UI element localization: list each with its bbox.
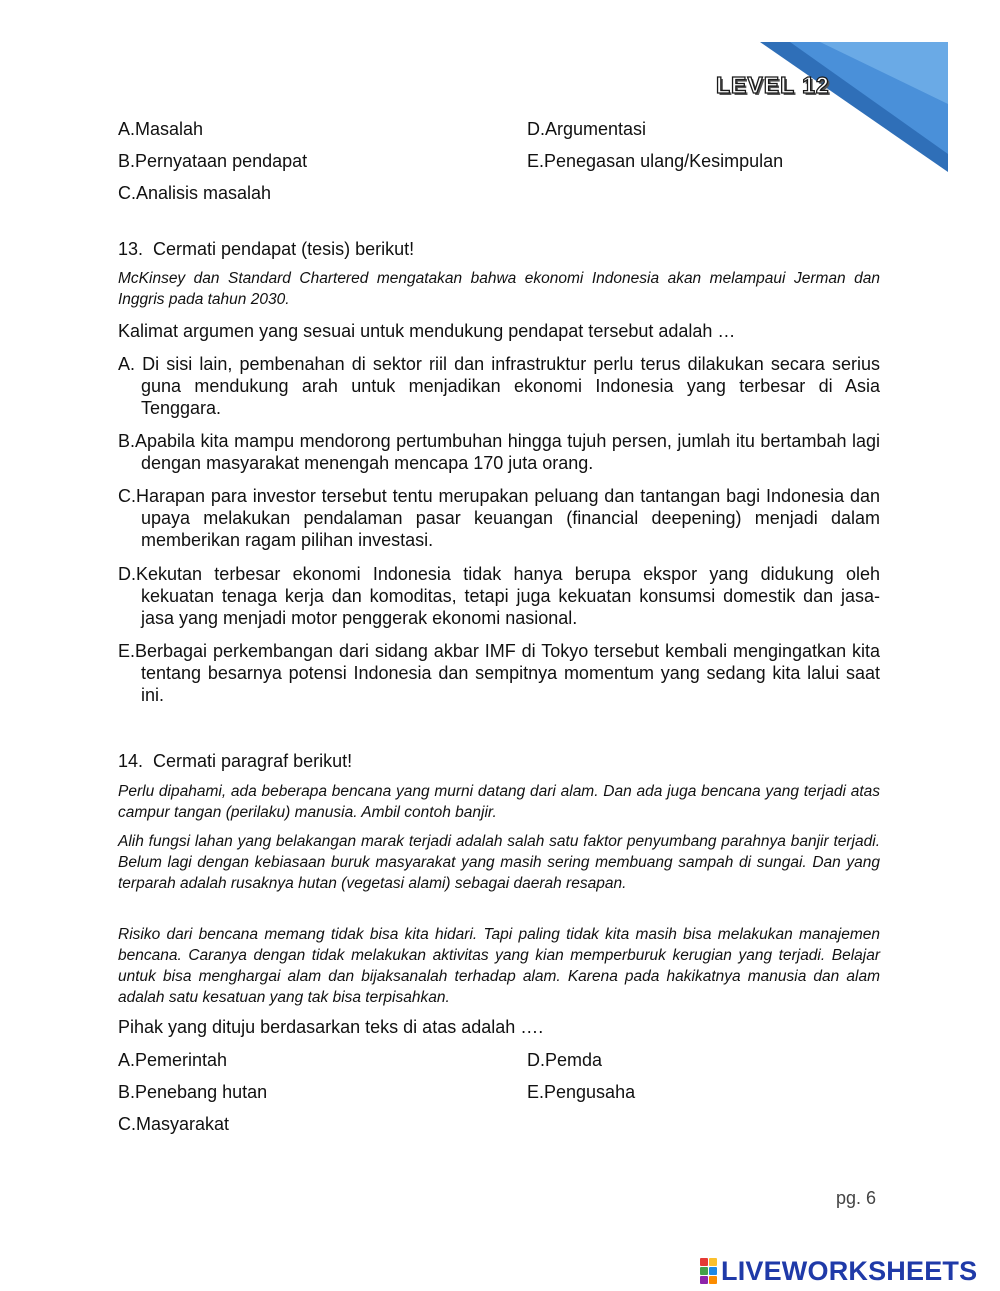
logo-block bbox=[700, 1267, 708, 1275]
logo-block bbox=[700, 1276, 708, 1284]
q13-option-b[interactable]: B.Apabila kita mampu mendorong pertumbuhan hingga tujuh persen, jumlah itu bertambah lagi dengan masyarakat menengah mencapa 170 juta orang. bbox=[118, 431, 880, 473]
prev-option-a[interactable]: A.Masalah bbox=[118, 119, 204, 139]
q13-option-a[interactable]: A. Di sisi lain, pembenahan di sektor riil dan infrastruktur perlu terus dilakukan secara serius guna mendukung arah untuk menjadikan ekonomi Indonesia yang terbesar di Asia Tenggara. bbox=[118, 354, 880, 418]
prev-option-e[interactable]: E.Penegasan ulang/Kesimpulan bbox=[527, 151, 784, 171]
page-number: pg. 6 bbox=[836, 1188, 877, 1208]
q13-option-e[interactable]: E.Berbagai perkembangan dari sidang akbar IMF di Tokyo tersebut kembali mengingatkan kita tentang besarnya potensi Indonesia dan sempitnya momentum yang sedang kita lalui saat ini. bbox=[118, 641, 880, 705]
liveworksheets-text: LIVEWORKSHEETS bbox=[721, 1255, 978, 1286]
q14-prompt: Pihak yang dituju berdasarkan teks di atas adalah …. bbox=[118, 1017, 544, 1037]
q14-option-a[interactable]: A.Pemerintah bbox=[118, 1050, 228, 1070]
q14-paragraph-3: Risiko dari bencana memang tidak bisa kita hidari. Tapi paling tidak kita masih bisa melakukan manajemen bencana. Caranya dengan tidak melakukan aktivitas yang kian memperburuk kerugian yang terjadi. Belajar untuk bisa menghargai alam dan bijaksanalah terhadap alam. Karena pada hakikatnya manusia dan alam adalah satu kesatuan yang tak bisa terpisahkan. bbox=[118, 926, 880, 1006]
q14-option-b[interactable]: B.Penebang hutan bbox=[118, 1082, 268, 1102]
q13-option-d[interactable]: D.Kekutan terbesar ekonomi Indonesia tidak hanya berupa ekspor yang didukung oleh kekuatan tenaga kerja dan komoditas, tetapi juga kekuatan konsumsi domestik dan jasa-jasa yang menjadi motor penggerak ekonomi nasional. bbox=[118, 564, 880, 628]
prev-option-c[interactable]: C.Analisis masalah bbox=[118, 183, 272, 203]
prev-option-d[interactable]: D.Argumentasi bbox=[527, 119, 647, 139]
logo-block bbox=[700, 1258, 708, 1266]
logo-block bbox=[709, 1267, 717, 1275]
logo-block bbox=[709, 1276, 717, 1284]
prev-option-b[interactable]: B.Pernyataan pendapat bbox=[118, 151, 308, 171]
level-label: LEVEL 12 bbox=[716, 72, 830, 98]
q14-option-c[interactable]: C.Masyarakat bbox=[118, 1114, 230, 1134]
q13-thesis: McKinsey dan Standard Chartered mengatakan bahwa ekonomi Indonesia akan melampaui Jerman dan Inggris pada tahun 2030. bbox=[118, 270, 880, 308]
q13-option-c[interactable]: C.Harapan para investor tersebut tentu merupakan peluang dan tantangan bagi Indonesia dan upaya melakukan pendalaman pasar keuangan (financial deepening) menjadi dalam memberikan ragam pilihan investasi. bbox=[118, 486, 880, 550]
liveworksheets-logo[interactable] bbox=[700, 1256, 977, 1286]
q14-paragraph-2: Alih fungsi lahan yang belakangan marak terjadi adalah salah satu faktor penyumbang parahnya banjir terjadi. Belum lagi dengan kebiasaan buruk masyarakat yang masih sering membuang sampah di sungai. Dan yang terparah adalah rusaknya hutan (vegetasi alami) sebagai daerah resapan. bbox=[118, 833, 880, 892]
logo-block bbox=[709, 1258, 717, 1266]
q14-option-d[interactable]: D.Pemda bbox=[527, 1050, 603, 1070]
q13-title: 13. Cermati pendapat (tesis) berikut! bbox=[118, 239, 415, 259]
q13-prompt: Kalimat argumen yang sesuai untuk mendukung pendapat tersebut adalah … bbox=[118, 321, 736, 341]
q14-title: 14. Cermati paragraf berikut! bbox=[118, 751, 353, 771]
q14-option-e[interactable]: E.Pengusaha bbox=[527, 1082, 636, 1102]
liveworksheets-blocks-icon bbox=[700, 1258, 717, 1284]
corner-decoration bbox=[760, 42, 948, 172]
q14-paragraph-1: Perlu dipahami, ada beberapa bencana yang murni datang dari alam. Dan ada juga bencana yang terjadi atas campur tangan (perilaku) manusia. Ambil contoh banjir. bbox=[118, 783, 880, 821]
